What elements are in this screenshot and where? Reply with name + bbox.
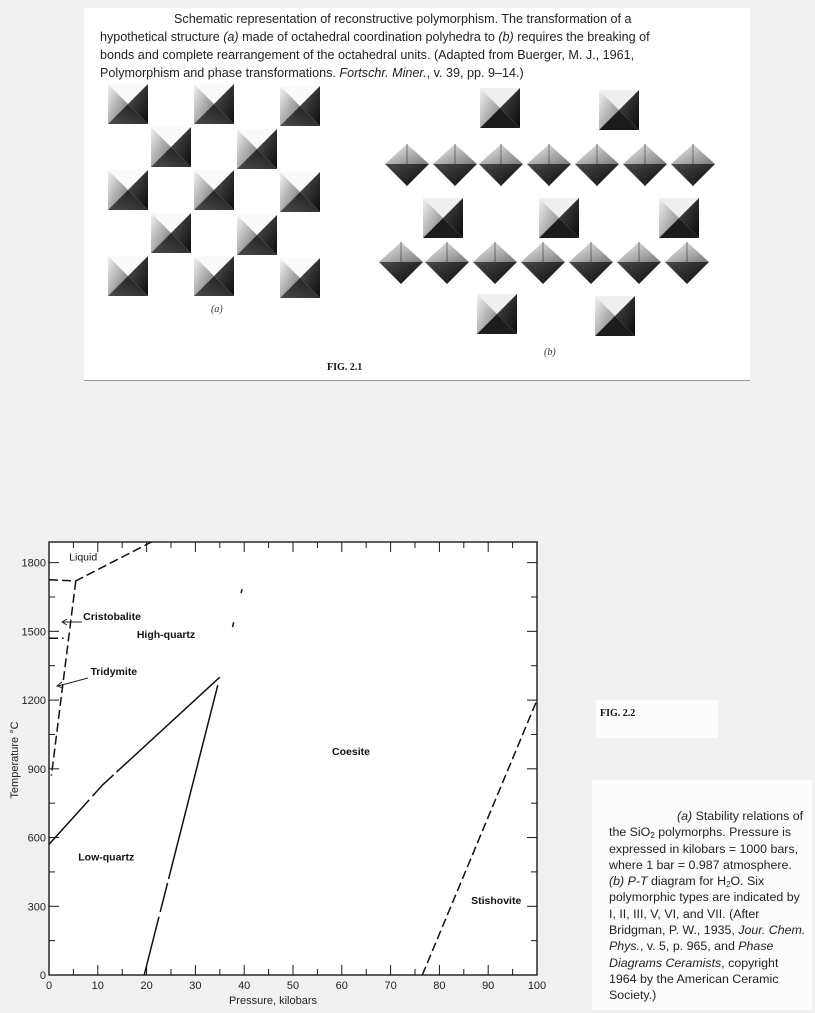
caption-text: Schematic representation of reconstructive polymorphism. The transformation of a hypothetical structure [100, 12, 632, 44]
caption-journal: Jour. Chem. Phys. [609, 923, 806, 954]
octahedra-structure-a [108, 80, 338, 300]
figure-2-1-label: FIG. 2.1 [327, 362, 363, 373]
svg-text:0: 0 [39, 970, 46, 982]
figure-2-2-caption [609, 808, 809, 1004]
caption-ref-b: (b) [498, 30, 514, 44]
region-label: Coesite [332, 746, 370, 759]
caption-text: made of octahedral coordination polyhedra to [238, 30, 499, 44]
svg-text:0: 0 [45, 980, 53, 992]
region-label: Low-quartz [78, 851, 135, 864]
caption-text: , v. 39, pp. 9–14.) [426, 66, 524, 80]
svg-text:300: 300 [27, 901, 46, 914]
caption-ref-a: (a) [677, 809, 693, 823]
region-label: High-quartz [136, 629, 196, 642]
caption-text: Stability relations of the SiO [609, 809, 804, 840]
svg-text:90: 90 [482, 980, 495, 992]
caption-journal: Fortschr. Miner. [339, 66, 427, 80]
region-label: Stishovite [471, 894, 522, 907]
plot-frame [49, 542, 537, 975]
region-label: Cristobalite [83, 610, 141, 623]
caption-text: diagram for H [647, 874, 727, 889]
sub-label-b: (b) [544, 347, 556, 358]
region-label: Tridymite [90, 665, 138, 678]
caption-book: Phase Diagrams Ceramists [609, 939, 774, 970]
svg-text:600: 600 [27, 832, 46, 845]
svg-text:60: 60 [335, 980, 348, 992]
caption-ref-a: (a) [223, 30, 239, 44]
caption-text: requires the breaking of bonds and complete rearrangement of the octahedral units. (Adapted from Buerger, M. J., 1961, Polymorphism and phase transformations. [100, 30, 650, 80]
svg-text:50: 50 [286, 980, 300, 992]
sio2-phase-diagram [0, 500, 560, 1013]
svg-text:1500: 1500 [21, 626, 46, 639]
sub-label-a: (a) [211, 304, 223, 315]
caption-text: O. Six polymorphic types are indicated by I, II, III, V, VI, and VII. (After Bridgman, P. W., 1935, [609, 874, 800, 938]
svg-text:80: 80 [433, 980, 446, 992]
caption-ref-b: (b) P-T [609, 874, 648, 889]
svg-text:1200: 1200 [21, 695, 46, 708]
svg-text:70: 70 [384, 980, 397, 992]
svg-text:100: 100 [527, 980, 547, 992]
subscript: 2 [650, 831, 655, 841]
region-label: Liquid [69, 551, 98, 564]
svg-text:900: 900 [27, 763, 46, 776]
subscript: 2 [726, 880, 731, 890]
caption-text: , v. 5, p. 965, and [640, 939, 739, 954]
svg-text:10: 10 [91, 980, 104, 992]
figure-2-2-label: FIG. 2.2 [600, 708, 636, 719]
y-axis-label: Temperature °C [9, 721, 21, 799]
x-axis-label: Pressure, kilobars [228, 995, 318, 1007]
svg-text:20: 20 [140, 980, 153, 992]
caption-text: polymorphs. Pressure is expressed in kilobars = 1000 bars, where 1 bar = 0.987 atmosphere. [609, 825, 799, 872]
octahedra-structure-b [377, 86, 742, 346]
svg-text:1800: 1800 [21, 557, 46, 570]
figure-2-2-label-panel [596, 700, 718, 738]
svg-text:30: 30 [189, 980, 202, 992]
figure-2-1-caption [100, 10, 660, 82]
svg-text:40: 40 [238, 980, 251, 992]
caption-text: , copyright 1964 by the American Ceramic Society.) [609, 955, 779, 1003]
